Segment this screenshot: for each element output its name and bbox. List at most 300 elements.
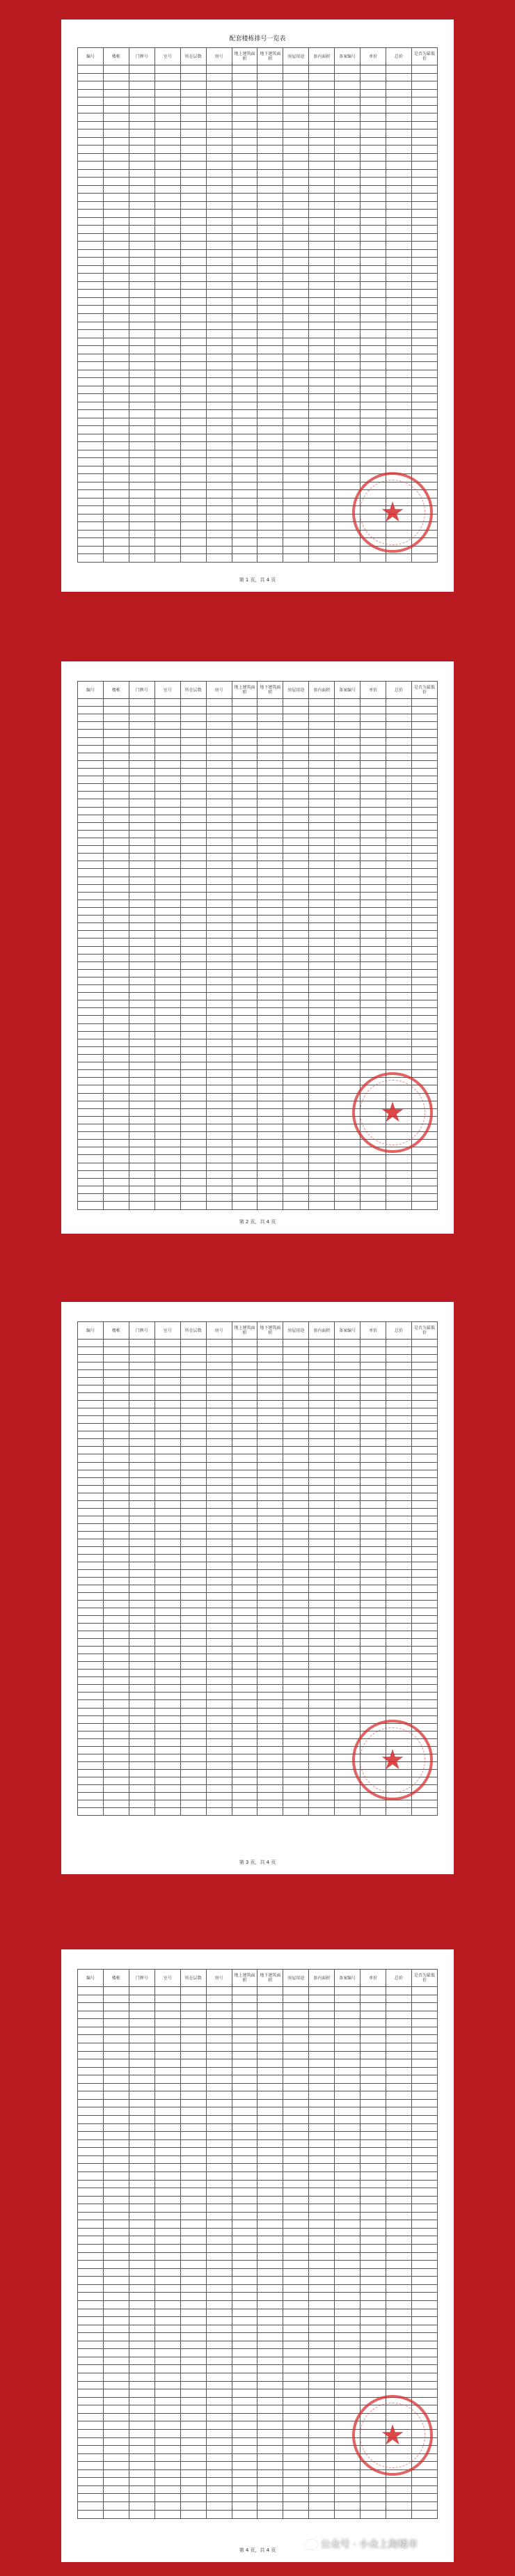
table-cell [258,1408,283,1416]
table-cell [129,538,154,547]
table-cell [335,265,360,274]
table-cell [360,2188,386,2197]
table-cell [180,2027,206,2035]
table-cell [386,1539,412,1546]
table-cell [258,1108,283,1116]
table-cell [411,146,437,154]
table-cell [335,776,360,784]
table-cell [180,410,206,418]
table-cell [386,907,412,915]
table-cell [103,1685,129,1693]
table-cell [411,265,437,274]
table-cell [232,1715,258,1723]
table-cell [180,1477,206,1485]
table-cell [258,2357,283,2365]
table-cell [180,1693,206,1700]
table-cell [309,2083,335,2091]
table-row [78,1593,438,1601]
table-cell [180,2059,206,2068]
table-cell [154,2397,180,2405]
table-cell [232,1569,258,1577]
table-cell [154,2212,180,2220]
table-cell [309,1155,335,1163]
table-cell [335,2333,360,2341]
column-header: 门牌号 [129,682,154,699]
table-cell [283,162,309,170]
table-cell [78,1355,104,1362]
table-cell [411,402,437,410]
table-cell [206,2228,232,2236]
table-cell [154,2164,180,2172]
table-cell [258,822,283,830]
table-cell [360,233,386,242]
table-cell [180,2309,206,2317]
table-cell [154,113,180,122]
table-cell [129,954,154,961]
table-cell [258,169,283,178]
table-cell [154,2123,180,2132]
table-cell [103,1800,129,1807]
table-row [78,2373,438,2382]
table-cell [232,2107,258,2116]
table-cell [411,1577,437,1585]
table-row [78,2051,438,2059]
table-cell [411,2268,437,2277]
table-row [78,2132,438,2140]
table-cell [309,2155,335,2164]
table-cell [232,1046,258,1054]
table-cell [360,162,386,170]
table-cell [335,2469,360,2478]
table-cell [206,2204,232,2213]
table-cell [283,2139,309,2148]
table-cell [78,892,104,900]
table-row [78,210,438,218]
table-cell [258,290,283,298]
table-cell [386,210,412,218]
table-cell [154,1031,180,1039]
table-cell [309,854,335,861]
table-row [78,2075,438,2084]
table-cell [103,2116,129,2124]
table-cell [360,1155,386,1163]
table-cell [103,1062,129,1070]
table-cell [154,745,180,753]
table-cell [232,386,258,394]
table-cell [283,474,309,482]
table-cell [103,2011,129,2019]
table-cell [129,2220,154,2229]
table-cell [360,1670,386,1677]
table-cell [103,322,129,330]
table-cell [154,2421,180,2430]
table-cell [283,1800,309,1807]
table-cell [232,1685,258,1693]
table-cell [258,907,283,915]
table-cell [335,210,360,218]
table-cell [335,2478,360,2486]
table-cell [103,370,129,378]
table-cell [360,178,386,186]
table-cell [206,1761,232,1769]
table-cell [258,900,283,907]
table-cell [180,2300,206,2309]
table-cell [129,1738,154,1746]
table-cell [103,1431,129,1439]
table-cell [309,442,335,450]
table-cell [309,907,335,915]
table-cell [103,2268,129,2277]
table-cell [258,370,283,378]
table-row [78,1155,438,1163]
table-cell [309,394,335,402]
table-cell [154,1439,180,1447]
table-cell [232,2051,258,2059]
table-cell [258,1393,283,1401]
table-row [78,330,438,338]
table-row [78,776,438,784]
table-cell [309,169,335,178]
table-cell [129,249,154,258]
table-cell [78,977,104,984]
table-cell [103,2099,129,2107]
table-cell [206,2446,232,2454]
table-cell [103,306,129,314]
table-cell [386,249,412,258]
table-cell [206,2196,232,2204]
table-cell [360,1800,386,1807]
table-cell [129,194,154,202]
table-cell [78,1761,104,1769]
table-cell [232,121,258,129]
table-cell [335,730,360,737]
table-cell [232,977,258,984]
table-cell [411,2043,437,2051]
table-cell [232,538,258,547]
table-cell [180,1355,206,1362]
table-cell [154,1347,180,1355]
table-cell [411,2309,437,2317]
table-cell [154,1792,180,1800]
table-cell [283,153,309,162]
table-row [78,1378,438,1385]
table-cell [232,946,258,954]
table-cell [129,2397,154,2405]
table-cell [232,1662,258,1670]
table-cell [309,884,335,892]
table-cell [411,1370,437,1378]
table-cell [232,916,258,923]
table-row [78,2083,438,2091]
table-cell [154,338,180,346]
table-row [78,1693,438,1700]
table-cell [180,1194,206,1202]
table-cell [232,402,258,410]
table-cell [232,2389,258,2398]
table-cell [78,1062,104,1070]
table-cell [386,946,412,954]
table-cell [154,1807,180,1815]
table-cell [103,707,129,714]
table-cell [411,2196,437,2204]
table-cell [360,1987,386,1995]
table-cell [154,1662,180,1670]
table-cell [309,322,335,330]
table-cell [206,1408,232,1416]
table-cell [103,1807,129,1815]
table-row [78,450,438,458]
table-cell [129,418,154,426]
table-cell [309,2421,335,2430]
table-cell [103,362,129,370]
table-cell [129,1485,154,1493]
table-cell [360,346,386,354]
table-cell [103,2317,129,2325]
table-cell [411,410,437,418]
table-cell [180,1761,206,1769]
table-cell [103,402,129,410]
table-cell [411,2333,437,2341]
table-cell [258,2284,283,2293]
table-cell [232,846,258,854]
table-cell [309,1031,335,1039]
table-row [78,1677,438,1685]
table-cell [78,1554,104,1562]
table-cell [360,1601,386,1608]
table-cell [283,2341,309,2349]
table-cell [258,105,283,113]
table-cell [386,2293,412,2301]
table-cell [283,954,309,961]
table-cell [129,2155,154,2164]
table-cell [335,907,360,915]
table-cell [386,434,412,442]
table-cell [206,799,232,807]
table-cell [103,954,129,961]
table-cell [309,1800,335,1807]
table-cell [129,1101,154,1108]
table-cell [283,281,309,290]
table-cell [232,1693,258,1700]
table-cell [258,1170,283,1178]
table-cell [335,201,360,210]
table-cell [258,1761,283,1769]
table-cell [154,514,180,522]
table-cell [103,2277,129,2285]
table-cell [360,2043,386,2051]
table-cell [78,2317,104,2325]
table-cell [206,1116,232,1124]
table-cell [180,129,206,138]
table-cell [206,2123,232,2132]
table-cell [78,1186,104,1193]
table-cell [386,2212,412,2220]
table-cell [386,2333,412,2341]
table-cell [129,1132,154,1140]
table-cell [360,1424,386,1431]
table-cell [154,97,180,106]
table-cell [335,2236,360,2245]
document-page-3 [61,1302,454,1874]
table-cell [411,2212,437,2220]
table-cell [78,2268,104,2277]
table-cell [335,1700,360,1708]
page-footer: 第 3 页，共 4 页 [239,1860,276,1865]
table-cell [232,2429,258,2437]
table-cell [309,514,335,522]
table-cell [129,121,154,129]
table-cell [411,1647,437,1654]
table-cell [283,2413,309,2421]
table-cell [258,274,283,282]
table-cell [258,1202,283,1210]
table-cell [232,1708,258,1715]
table-cell [206,2139,232,2148]
table-cell [78,1431,104,1439]
table-cell [154,699,180,707]
table-cell [309,1416,335,1424]
table-cell [258,450,283,458]
table-cell [283,2381,309,2389]
table-cell [335,1170,360,1178]
table-cell [78,1340,104,1347]
table-cell [386,1039,412,1046]
table-cell [180,2043,206,2051]
table-cell [232,474,258,482]
table-cell [154,838,180,845]
table-cell [206,2429,232,2437]
table-cell [180,1723,206,1731]
table-cell [180,1485,206,1493]
table-cell [258,1431,283,1439]
table-cell [103,931,129,938]
table-cell [206,1554,232,1562]
table-cell [258,707,283,714]
table-cell [129,2293,154,2301]
table-cell [180,1008,206,1016]
table-cell [129,2284,154,2293]
table-cell [180,1070,206,1078]
table-cell [103,2437,129,2446]
table-cell [360,1647,386,1654]
table-cell [258,2051,283,2059]
table-cell [154,1124,180,1132]
table-cell [180,2011,206,2019]
table-cell [232,1554,258,1562]
table-cell [335,1439,360,1447]
table-cell [309,65,335,74]
table-cell [78,506,104,515]
table-cell [180,2429,206,2437]
table-cell [309,2027,335,2035]
table-cell [129,707,154,714]
table-cell [360,2261,386,2269]
table-cell [283,1516,309,1523]
table-cell [154,466,180,474]
table-cell [360,1554,386,1562]
table-cell [129,1140,154,1147]
table-cell [103,2075,129,2084]
table-cell [78,2341,104,2349]
table-cell [180,73,206,81]
table-cell [78,1523,104,1531]
table-cell [283,2027,309,2035]
table-cell [103,2381,129,2389]
table-cell [103,745,129,753]
table-cell [258,2236,283,2245]
table-cell [206,185,232,194]
table-cell [180,1108,206,1116]
table-cell [360,2139,386,2148]
table-cell [309,2349,335,2357]
table-cell [335,306,360,314]
table-cell [129,1769,154,1777]
table-cell [129,1477,154,1485]
table-row [78,442,438,450]
table-cell [154,178,180,186]
table-cell [360,185,386,194]
table-cell [309,745,335,753]
table-cell [360,169,386,178]
table-cell [335,2171,360,2180]
table-cell [154,892,180,900]
table-cell [154,830,180,838]
table-cell [206,2027,232,2035]
table-cell [335,362,360,370]
table-cell [78,2405,104,2414]
table-row [78,830,438,838]
table-cell [78,1700,104,1708]
table-cell [258,1462,283,1470]
table-row [78,2116,438,2124]
table-cell [180,900,206,907]
table-cell [335,846,360,854]
table-cell [411,2075,437,2084]
table-cell [103,2107,129,2116]
table-cell [309,210,335,218]
column-header: 所在层数 [180,1970,206,1987]
table-cell [129,1516,154,1523]
table-cell [78,2075,104,2084]
table-cell [411,281,437,290]
table-cell [78,290,104,298]
table-cell [283,768,309,776]
table-row [78,2245,438,2253]
table-cell [206,2469,232,2478]
table-cell [283,1370,309,1378]
table-cell [360,1700,386,1708]
table-row [78,217,438,226]
table-cell [258,931,283,938]
table-cell [180,2469,206,2478]
table-cell [335,178,360,186]
table-cell [335,450,360,458]
table-cell [154,265,180,274]
table-cell [309,2453,335,2462]
table-cell [154,290,180,298]
table-cell [103,1000,129,1008]
table-cell [232,1070,258,1078]
table-cell [335,1385,360,1393]
table-cell [283,2502,309,2511]
table-cell [180,1523,206,1531]
table-cell [154,426,180,434]
table-cell [103,923,129,931]
table-cell [283,490,309,498]
table-cell [129,1039,154,1046]
table-cell [386,1031,412,1039]
table-cell [103,1194,129,1202]
